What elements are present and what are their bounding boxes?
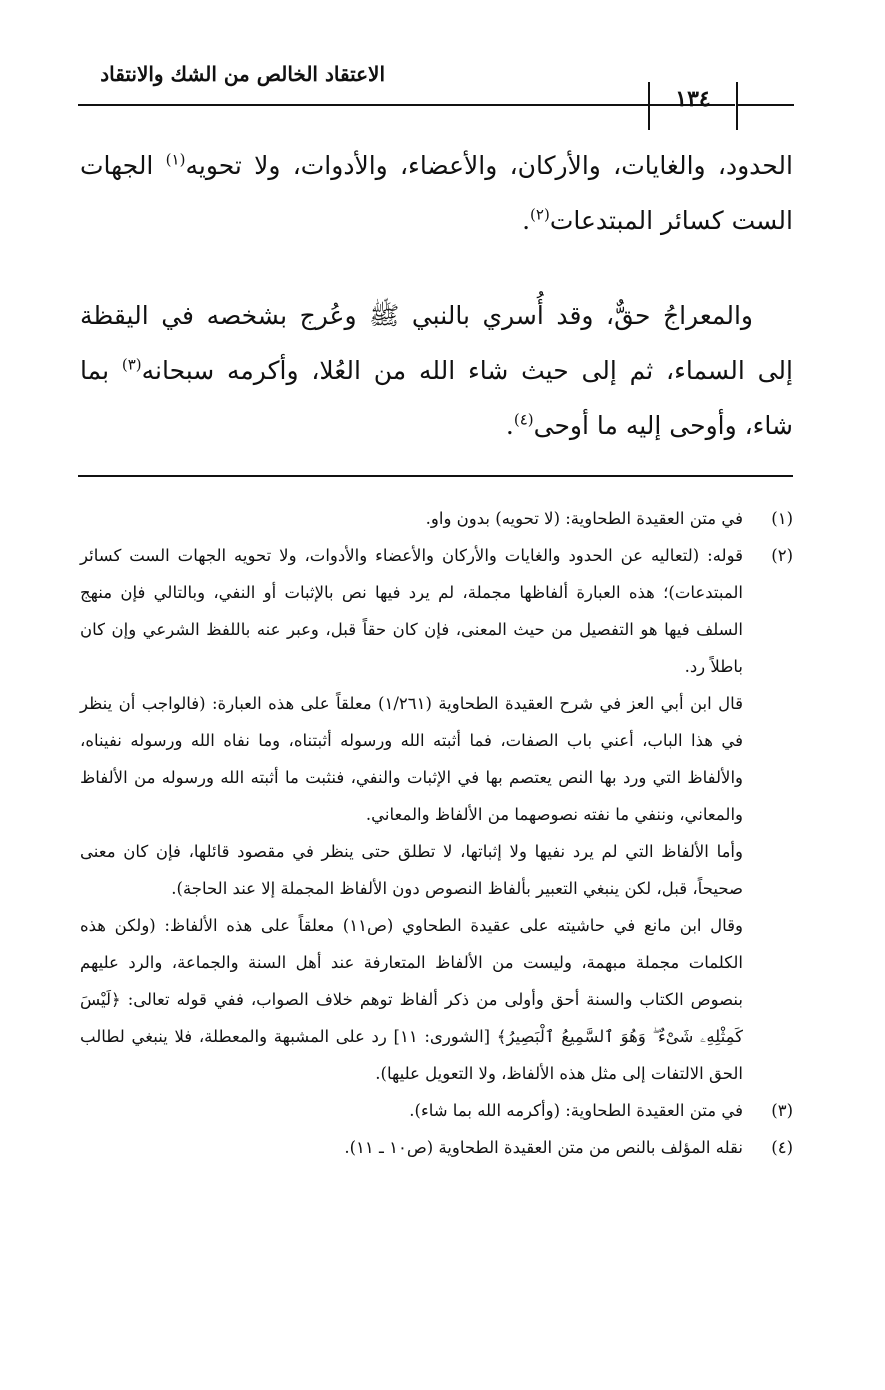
- footnote-text: وقال ابن مانع في حاشيته على عقيدة الطحاوي (ص١١) معلقاً على هذه الألفاظ: (ولكن هذه الكلمات مجملة مبهمة، وليست من الألفاظ المتعارفة عند أهل السنة والجماعة، والرد عليهم بنصوص الكتاب والسنة أحق وأولى من ذكر ألفاظ توهم خلاف الصواب، ففي قوله تعالى: ﴿لَيْسَ كَمِثْلِهِۦ شَىْءٌ ۖ وَهُوَ ٱلسَّمِيعُ ٱلْبَصِيرُ﴾ [الشورى: ١١] رد على المشبهة والمعطلة، فلا ينبغي لطالب الحق الالتفات إلى مثل هذه الألفاظ، ولا التعويل عليها).: [80, 916, 744, 1083]
- footnote-number: (٢): [771, 546, 793, 565]
- body-text: .: [505, 411, 514, 440]
- footnote-3: [80, 1092, 793, 1129]
- footnote-ref[interactable]: (٤): [513, 410, 534, 429]
- header-tick-rule: [736, 104, 794, 106]
- header-bracket-right: [736, 82, 738, 130]
- footnote-4: [80, 1129, 793, 1166]
- body-text: الجهات الست كسائر المبتدعات: [80, 151, 793, 235]
- footnote-text: قوله: (لتعاليه عن الحدود والغايات والأركان والأعضاء والأدوات، ولا تحويه الجهات الست كسائر المبتدعات)؛ هذه العبارة ألفاظها مجملة، لم يرد فيها نص بالإثبات أو النفي، وبالتالي فإن منهج السلف فيها هو التفصيل من حيث المعنى، فإن كان حقاً قبل، وعبر عنه باللفظ الشرعي وإن كان باطلاً رد.: [80, 546, 743, 676]
- footnote-1: [80, 500, 793, 537]
- body-text: الحدود، والغايات، والأركان، والأعضاء، والأدوات، ولا تحويه: [185, 151, 793, 180]
- footnote-number: (٣): [771, 1101, 793, 1120]
- footnote-number: (٤): [771, 1138, 793, 1157]
- footnote-ref[interactable]: (٢): [530, 205, 550, 224]
- footnote-text: قال ابن أبي العز في شرح العقيدة الطحاوية (١/٢٦١) معلقاً على هذه العبارة: (فالواجب أن ينظر في هذا الباب، أعني باب الصفات، فما أثبته الله ورسوله أثبتناه، وما نفاه الله ورسوله نفيناه، والألفاظ التي ورد بها النص يعتصم بها في الإثبات والنفي، فنثبت ما أثبته الله ورسوله من الألفاظ والمعاني، وننفي ما نفته نصوصهما من الألفاظ والمعاني.: [80, 694, 743, 824]
- page-number: ١٣٤: [675, 86, 711, 112]
- footnotes: [80, 500, 793, 1166]
- body-text: والمعراجُ حقٌّ، وقد أُسري بالنبي ﷺ وعُرج بشخصه في اليقظة إلى السماء، ثم إلى حيث شاء الله من العُلا، وأكرمه سبحانه: [80, 301, 793, 385]
- body-text: .: [522, 206, 531, 235]
- footnote-text: وأما الألفاظ التي لم يرد نفيها ولا إثباتها، لا تطلق حتى ينظر في مقصود قائلها، فإن كان معنى صحيحاً، قبل، لكن ينبغي التعبير بألفاظ النصوص دون الألفاظ المجملة إلا عند الحاجة).: [80, 842, 743, 898]
- footnote-2: [80, 537, 793, 1092]
- body-text: بما شاء، وأوحى إليه ما أوحى: [80, 356, 793, 440]
- footnote-ref[interactable]: (١): [165, 150, 186, 169]
- header-rule: [78, 104, 735, 106]
- footnote-number: (١): [771, 509, 793, 528]
- body-paragraph-2: [80, 288, 793, 453]
- footnote-text: في متن العقيدة الطحاوية: (لا تحويه) بدون واو.: [425, 509, 743, 528]
- footnote-ref[interactable]: (٣): [121, 355, 142, 374]
- running-header-title: الاعتقاد الخالص من الشك والانتقاد: [100, 62, 385, 86]
- footnote-text: في متن العقيدة الطحاوية: (وأكرمه الله بما شاء).: [409, 1101, 743, 1120]
- footnote-separator: [78, 475, 793, 477]
- footnote-text: نقله المؤلف بالنص من متن العقيدة الطحاوية (ص١٠ ـ ١١).: [344, 1138, 743, 1157]
- body-paragraph-1: [80, 138, 793, 248]
